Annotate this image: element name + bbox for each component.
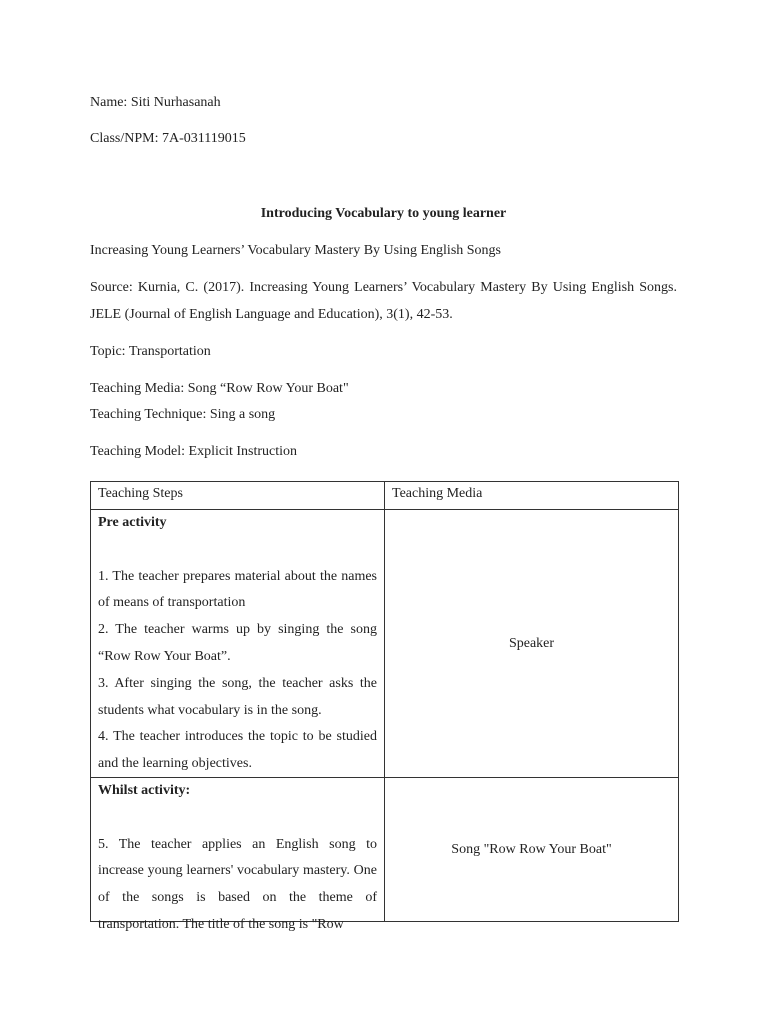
pre-activity-media-cell: Speaker	[385, 510, 679, 778]
lesson-table	[90, 481, 679, 932]
source-citation: Source: Kurnia, C. (2017). Increasing Young Learners’ Vocabulary Mastery By Using English Songs. JELE (Journal of English Language and Education), 3(1), 42-53.	[90, 280, 677, 322]
step-item: 1. The teacher prepares material about the names of means of transportation	[98, 568, 377, 611]
column-header-teaching-media: Teaching Media	[385, 482, 679, 510]
column-header-teaching-steps: Teaching Steps	[91, 482, 385, 510]
step-item: 3. After singing the song, the teacher asks the students what vocabulary is in the song.	[98, 675, 377, 718]
table-row	[91, 510, 679, 778]
section-heading: Pre activity	[98, 515, 167, 530]
whilst-activity-steps-cell	[91, 778, 385, 932]
section-heading: Whilst activity:	[98, 783, 191, 798]
teaching-model: Teaching Model: Explicit Instruction	[90, 444, 298, 459]
table-row	[91, 778, 679, 922]
whilst-activity-media-cell: Song "Row Row Your Boat"	[385, 778, 679, 922]
table-header-row	[91, 482, 679, 510]
step-item: 4. The teacher introduces the topic to be studied and the learning objectives.	[98, 729, 377, 772]
document-subtitle: Increasing Young Learners’ Vocabulary Mastery By Using English Songs	[90, 243, 502, 258]
topic: Topic: Transportation	[90, 344, 211, 359]
teaching-media: Teaching Media: Song “Row Row Your Boat"	[90, 381, 349, 396]
student-name: Name: Siti Nurhasanah	[90, 95, 221, 110]
document-title: Introducing Vocabulary to young learner	[260, 206, 507, 221]
teaching-technique: Teaching Technique: Sing a song	[90, 407, 276, 422]
step-item: 5. The teacher applies an English song to increase young learners' vocabulary mastery. One of the songs is based on the theme of transportation. The title of the song is "Row	[98, 836, 377, 932]
step-item: 2. The teacher warms up by singing the song “Row Row Your Boat”.	[98, 622, 377, 664]
pre-activity-steps-cell	[91, 510, 385, 778]
class-npm: Class/NPM: 7A-031119015	[90, 131, 246, 146]
